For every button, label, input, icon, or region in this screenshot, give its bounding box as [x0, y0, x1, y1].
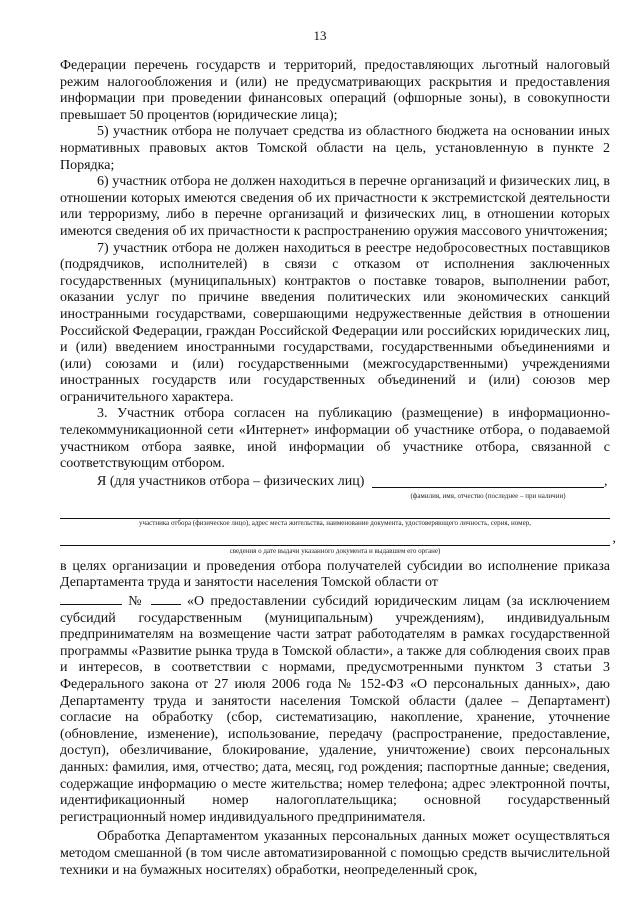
paragraph-publication-consent: 3. Участник отбора согласен на публикацию (размещение) в информационно-телекоммуникационной сети «Интернет» информации об участнике отбора, о подаваемой участником отбора заявке, иной информации об участнике отбора, связанной с соответствующим отбором. — [60, 406, 610, 472]
details-blank-line-1 — [60, 501, 610, 519]
document-body — [60, 58, 616, 879]
details-blank-line-2 — [60, 528, 616, 546]
fio-blank-field — [372, 487, 604, 488]
paragraph-data-consent — [60, 559, 610, 827]
fio-signature-line — [60, 474, 610, 491]
fio-line-text: Я (для участников отбора – физических лиц) — [97, 473, 365, 489]
order-date-blank — [60, 592, 122, 605]
consent-text-a: в целях организации и проведения отбора получателей субсидии во исполнение приказа Департамента труда и занятости населения Томской области от — [60, 558, 610, 591]
page-number: 13 — [313, 28, 327, 43]
fio-line-comma: , — [604, 473, 608, 489]
paragraph-offshore: Федерации перечень государств и территорий, предоставляющих льготный налоговый режим налогообложения и (или) не предусматривающих раскрытия и предоставления информации при проведении финансовых операций (офшорные зоны), в совокупности превышает 50 процентов (юридические лица); — [60, 58, 610, 123]
paragraph-item-5: 5) участник отбора не получает средства из областного бюджета на основании иных нормативных правовых актов Томской области на цель, установленную в пункте 2 Порядка; — [60, 124, 610, 173]
paragraph-item-6: 6) участник отбора не должен находиться в перечне организаций и физических лиц, в отношении которых имеются сведения об их причастности к экстремистской деятельности или терроризму, либо в перечне организаций и физических лиц, в отношении которых имеются сведения об их причастности к распространению оружия массового уничтожения; — [60, 174, 610, 239]
details-line-comma: , — [612, 530, 616, 546]
fio-caption: (фамилия, имя, отчество (последнее – при наличии) — [410, 491, 566, 500]
paragraph-item-7: 7) участник отбора не должен находиться в реестре недобросовестных поставщиков (подрядчиков, исполнителей) в связи с отказом от исполнения заключенных государственных (муниципальных) контрактов о поставке товаров, выполнении работ, оказании услуг по причине введения политических или экономических санкций иностранными государствами, совершающими недружественные действия в отношении Российской Федерации, граждан Российской Федерации или российских юридических лиц, и (или) введением иностранными государствами, государственными объединениями и (или) союзами и (или) государственными (межгосударственными) учреждениями иностранных государств или государственных объединений и (или) союзов мер ограничительного характера. — [60, 240, 610, 405]
issue-caption: сведения о дате выдачи указанного документа и выдавшем его органе) — [229, 546, 441, 555]
order-number-sign: № — [128, 594, 145, 610]
paragraph-processing: Обработка Департаментом указанных персональных данных может осуществляться методом смешанной (в том числе автоматизированной с помощью средств вычислительной техники и на бумажных носителях) обработки, неопределенный срок, — [60, 829, 610, 878]
details-caption: участника отбора (физическое лицо), адрес места жительства, наименование документа, удостоверяющего личность, серия, номер, — [139, 518, 531, 527]
order-number-blank — [151, 592, 181, 605]
consent-text-b: «О предоставлении субсидий юридическим лицам (за исключением субсидий государственным (муниципальным) учреждениям), индивидуальным предпринимателям на возмещение части затрат работодателям в рамках государственной программы «Развитие рынка труда в Томской области», а также для соблюдения своих прав и интересов, в соответствии с нормами, предусмотренными пунктом 3 статьи 3 Федерального закона от 27 июля 2006 года № 152-ФЗ «О персональных данных», даю Департаменту труда и занятости населения Томской области (далее – Департамент) согласие на обработку (сбор, систематизацию, накопление, хранение, уточнение (обновление, изменение), использование, передачу (распространение, предоставление, доступ), обезличивание, блокирование, удаление, уничтожение) своих персональных данных: фамилия, имя, отчество; дата, месяц, год рождения; паспортные данные; сведения, содержащие информацию о месте жительства; номер телефона; адрес электронной почты, идентификационный номер налогоплательщика; основной государственный регистрационный номер индивидуального предпринимателя. — [60, 594, 611, 825]
